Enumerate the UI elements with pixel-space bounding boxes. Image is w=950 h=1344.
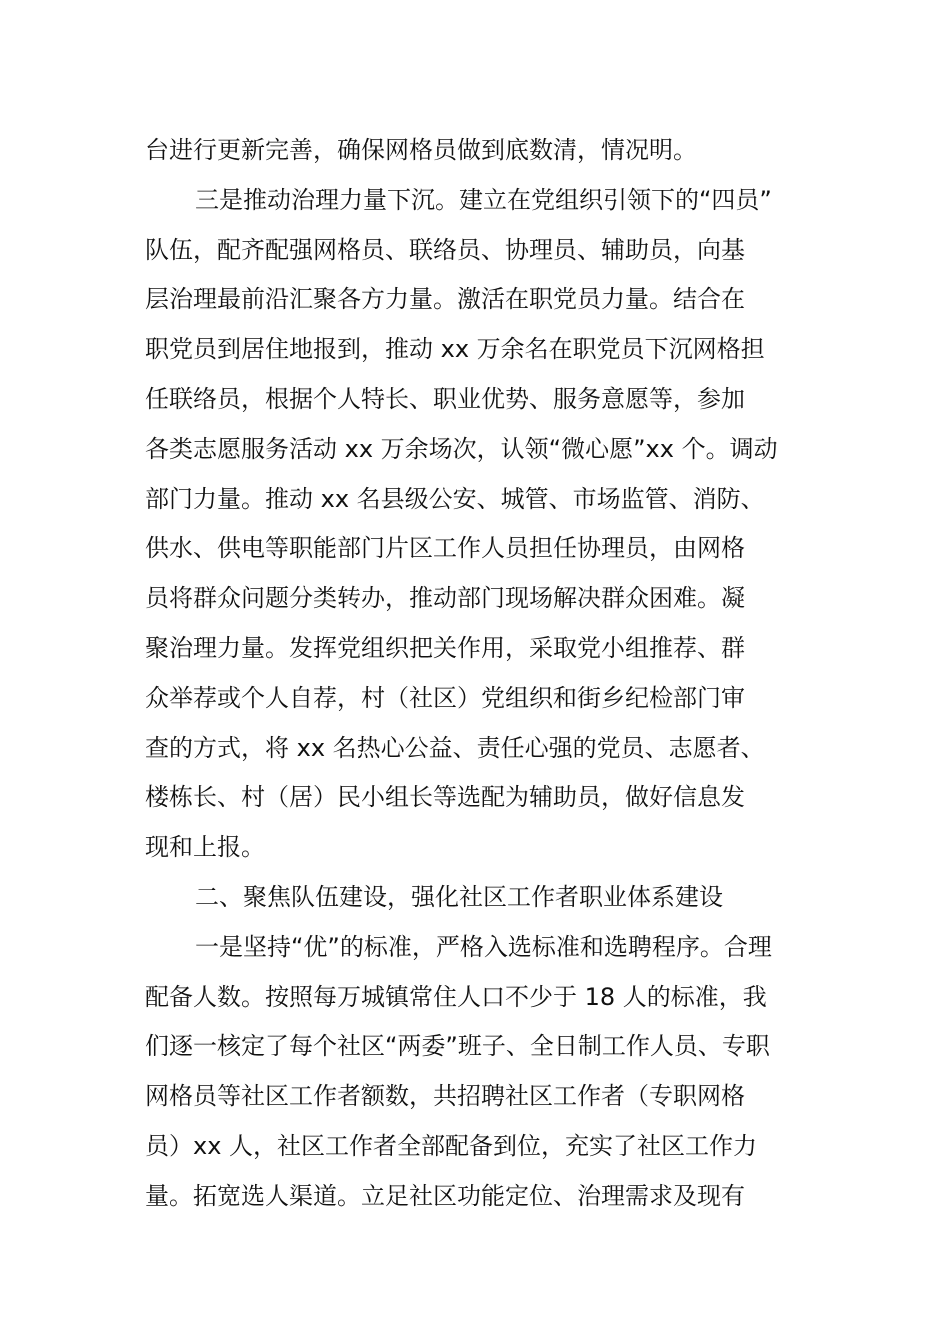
text-line: 员）xx 人，社区工作者全部配备到位，充实了社区工作力 xyxy=(145,1131,758,1160)
text-line: 部门力量。推动 xx 名县级公安、城管、市场监管、消防、 xyxy=(145,484,765,513)
text-line: 各类志愿服务活动 xx 万余场次，认领“微心愿”xx 个。调动 xyxy=(145,434,778,463)
text-line: 聚治理力量。发挥党组织把关作用，采取党小组推荐、群 xyxy=(145,633,745,662)
text-line: 供水、供电等职能部门片区工作人员担任协理员，由网格 xyxy=(145,534,745,563)
text-line: 众举荐或个人自荐，村（社区）党组织和街乡纪检部门审 xyxy=(145,683,745,712)
text-line: 员将群众问题分类转办，推动部门现场解决群众困难。凝 xyxy=(145,584,745,613)
text-line: 网格员等社区工作者额数，共招聘社区工作者（专职网格 xyxy=(145,1082,745,1111)
text-line: 台进行更新完善，确保网格员做到底数清，情况明。 xyxy=(145,136,697,164)
text-line: 配备人数。按照每万城镇常住人口不少于 18 人的标准，我 xyxy=(145,982,767,1011)
section-heading: 二、聚焦队伍建设，强化社区工作者职业体系建设 xyxy=(195,882,723,911)
text-line: 层治理最前沿汇聚各方力量。激活在职党员力量。结合在 xyxy=(145,285,745,314)
text-line: 队伍，配齐配强网格员、联络员、协理员、辅助员，向基 xyxy=(145,235,745,264)
text-line: 查的方式，将 xx 名热心公益、责任心强的党员、志愿者、 xyxy=(145,733,765,762)
text-line: 量。拓宽选人渠道。立足社区功能定位、治理需求及现有 xyxy=(145,1181,745,1210)
paragraph-start-line: 一是坚持“优”的标准，严格入选标准和选聘程序。合理 xyxy=(195,932,772,961)
document-body xyxy=(145,126,810,1222)
text-line: 们逐一核定了每个社区“两委”班子、全日制工作人员、专职 xyxy=(145,1032,770,1061)
text-line: 职党员到居住地报到，推动 xx 万余名在职党员下沉网格担 xyxy=(145,335,765,364)
text-line: 楼栋长、村（居）民小组长等选配为辅助员，做好信息发 xyxy=(145,783,745,812)
text-line: 任联络员，根据个人特长、职业优势、服务意愿等，参加 xyxy=(145,384,745,413)
paragraph-start-line: 三是推动治理力量下沉。建立在党组织引领下的“四员” xyxy=(195,185,772,214)
text-line: 现和上报。 xyxy=(145,833,265,862)
